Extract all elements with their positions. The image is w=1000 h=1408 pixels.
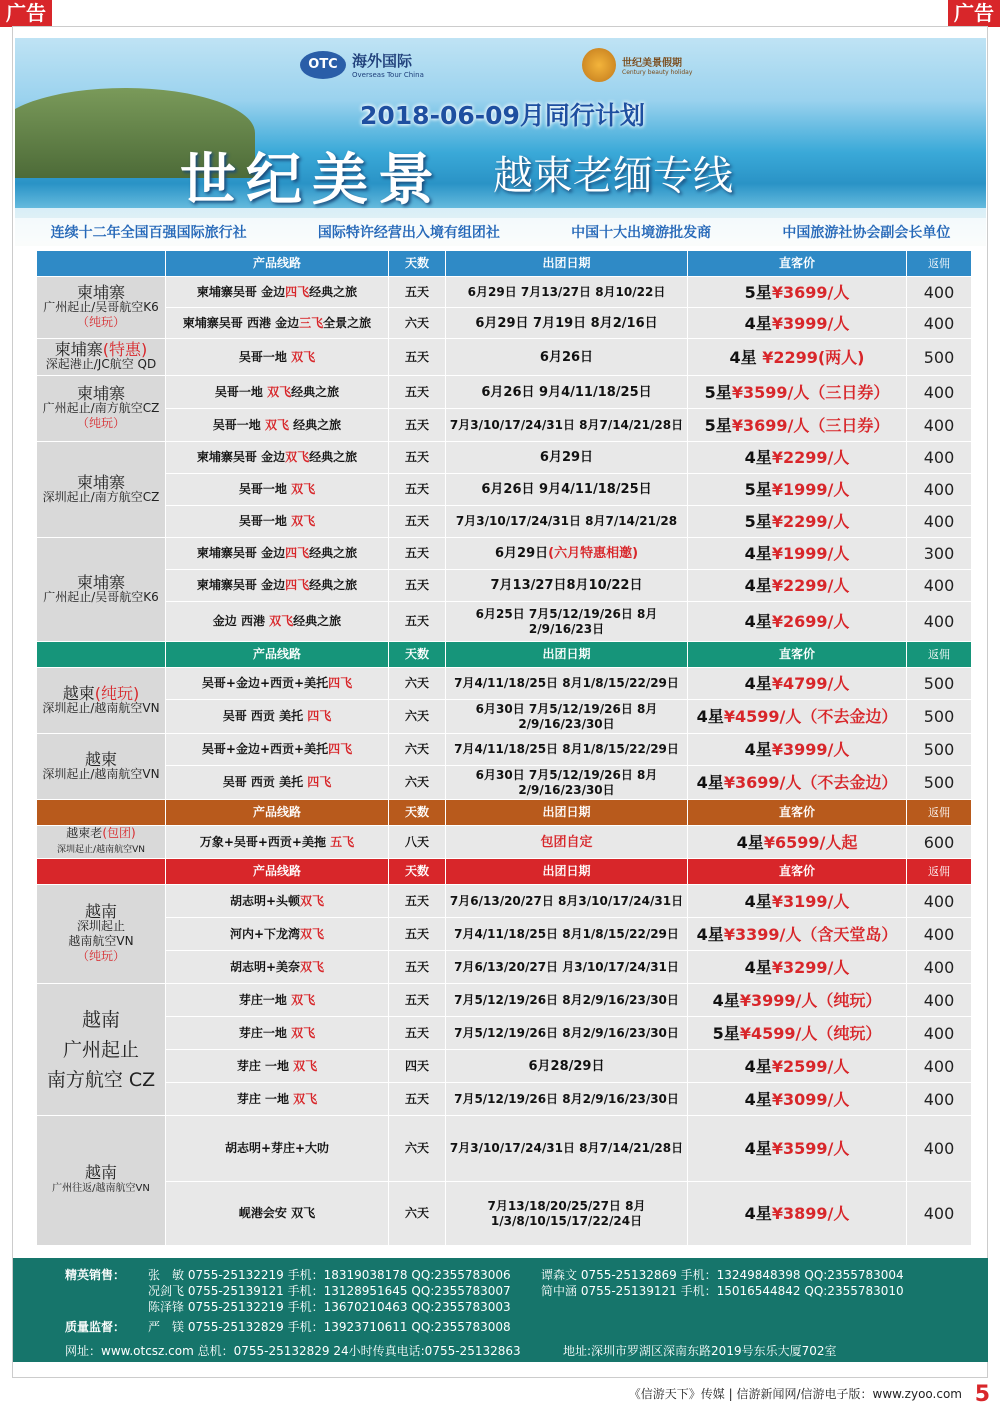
days-cell: 五天 [389, 474, 446, 506]
route-cell: 芽庄 一地 双飞 [166, 1083, 389, 1116]
header-days: 天数 [389, 800, 446, 826]
price-cell: 4星¥3399/人（含天堂岛） [688, 918, 907, 951]
date-cell: 6月26日 [446, 339, 688, 376]
date-cell: 7月5/12/19/26日 8月2/9/16/23/30日 [446, 984, 688, 1017]
days-cell: 六天 [389, 1116, 446, 1182]
route-cell: 万象+吴哥+西贡+美拖 五飞 [166, 826, 389, 859]
header-route: 产品线路 [166, 251, 389, 277]
route-cell: 吴哥 西贡 美托 四飞 [166, 700, 389, 734]
date-cell: 6月29日 [446, 442, 688, 474]
motto: 中国十大出境游批发商 [571, 225, 712, 241]
rebate-cell: 400 [907, 570, 972, 602]
date-cell: 6月25日 7月5/12/19/26日 8月2/9/16/23日 [446, 602, 688, 642]
price-cell: 5星¥3599/人（三日券） [688, 376, 907, 409]
date-cell: 7月13/27日8月10/22日 [446, 570, 688, 602]
page-number: 5 [974, 1382, 990, 1407]
brand-title: 世纪美景 [180, 147, 444, 213]
table-row [37, 339, 972, 376]
days-cell: 五天 [389, 442, 446, 474]
table-row [37, 1050, 972, 1083]
otc-en: Overseas Tour China [352, 71, 424, 79]
credit-line: 《信游天下》传媒 | 信游新闻网/信游电子版：www.zyoo.com [628, 1387, 962, 1401]
ad-tag-left: 广告 [0, 0, 52, 27]
table-row [37, 474, 972, 506]
motto: 中国旅游社协会副会长单位 [782, 225, 951, 241]
table-row [37, 538, 972, 570]
route-cell: 柬埔寨吴哥 金边双飞经典之旅 [166, 442, 389, 474]
table-row [37, 826, 972, 859]
rebate-cell: 400 [907, 1050, 972, 1083]
table-row [37, 700, 972, 734]
region-cell: 越柬 深圳起止/越南航空VN [37, 734, 166, 800]
rebate-cell: 500 [907, 766, 972, 800]
rebate-cell: 500 [907, 700, 972, 734]
date-cell: 6月28/29日 [446, 1050, 688, 1083]
rebate-cell: 500 [907, 734, 972, 766]
region-cell: 柬埔寨(特惠) 深起港止/JC航空 QD [37, 339, 166, 376]
rebate-cell: 300 [907, 538, 972, 570]
days-cell: 五天 [389, 277, 446, 308]
route-cell: 吴哥+金边+西贡+美托四飞 [166, 734, 389, 766]
header-price: 直客价 [688, 859, 907, 885]
section-header [37, 251, 972, 277]
line-title: 越柬老缅专线 [493, 153, 733, 199]
date-cell: 7月4/11/18/25日 8月1/8/15/22/29日 [446, 918, 688, 951]
price-cell: 5星¥3699/人（三日券） [688, 409, 907, 442]
header-days: 天数 [389, 251, 446, 277]
price-cell: 4星¥3199/人 [688, 885, 907, 918]
header-route: 产品线路 [166, 642, 389, 668]
otc-logo [300, 50, 424, 79]
route-cell: 胡志明+头顿双飞 [166, 885, 389, 918]
rebate-cell: 400 [907, 376, 972, 409]
rebate-cell: 400 [907, 308, 972, 339]
price-cell: 4星¥3299/人 [688, 951, 907, 984]
days-cell: 六天 [389, 1182, 446, 1246]
qc-label: 质量监督： [65, 1320, 126, 1334]
table-row [37, 1116, 972, 1182]
days-cell: 五天 [389, 918, 446, 951]
route-cell: 吴哥一地 双飞 [166, 339, 389, 376]
header-route: 产品线路 [166, 859, 389, 885]
ad-tag-right: 广告 [948, 0, 1000, 27]
sales-contact: 谭森文 0755-25132869 手机：13249848398 QQ:2355783004 [541, 1268, 904, 1282]
days-cell: 六天 [389, 766, 446, 800]
section-header [37, 642, 972, 668]
days-cell: 五天 [389, 376, 446, 409]
price-cell: 5星¥2299/人 [688, 506, 907, 538]
header-price: 直客价 [688, 642, 907, 668]
days-cell: 五天 [389, 570, 446, 602]
route-cell: 柬埔寨吴哥 西港 金边三飞全景之旅 [166, 308, 389, 339]
route-cell: 芽庄一地 双飞 [166, 984, 389, 1017]
days-cell: 四天 [389, 1050, 446, 1083]
table-row [37, 668, 972, 700]
table-row [37, 951, 972, 984]
header-price: 直客价 [688, 800, 907, 826]
table-row [37, 734, 972, 766]
price-cell: 5星¥4599/人（纯玩） [688, 1017, 907, 1050]
date-cell: 7月13/18/20/25/27日 8月1/3/8/10/15/17/22/24日 [446, 1182, 688, 1246]
region-cell: 柬埔寨 广州起止/吴哥航空K6 （纯玩） [37, 277, 166, 339]
table-row [37, 1017, 972, 1050]
date-cell: 7月4/11/18/25日 8月1/8/15/22/29日 [446, 734, 688, 766]
region-cell: 柬埔寨 广州起止/吴哥航空K6 [37, 538, 166, 642]
price-cell: 4星¥3999/人（纯玩） [688, 984, 907, 1017]
price-cell: 4星 ¥2299(两人) [688, 339, 907, 376]
days-cell: 五天 [389, 602, 446, 642]
sales-contact: 陈泽锋 0755-25132219 手机：13670210463 QQ:2355783003 [148, 1300, 511, 1314]
rebate-cell: 400 [907, 1083, 972, 1116]
century-name: 世纪美景假期 [622, 58, 682, 69]
route-cell: 吴哥一地 双飞 [166, 474, 389, 506]
price-cell: 4星¥2699/人 [688, 602, 907, 642]
price-cell: 4星¥2299/人 [688, 570, 907, 602]
header-days: 天数 [389, 642, 446, 668]
days-cell: 五天 [389, 1083, 446, 1116]
header-price: 直客价 [688, 251, 907, 277]
price-cell: 4星¥3699/人（不去金边） [688, 766, 907, 800]
date-cell: 包团自定 [446, 826, 688, 859]
price-cell: 4星¥3899/人 [688, 1182, 907, 1246]
price-cell: 4星¥3599/人 [688, 1116, 907, 1182]
rebate-cell: 400 [907, 277, 972, 308]
date-cell: 7月5/12/19/26日 8月2/9/16/23/30日 [446, 1017, 688, 1050]
century-en: Century beauty holiday [622, 69, 693, 76]
date-cell: 6月29日 7月13/27日 8月10/22日 [446, 277, 688, 308]
route-cell: 柬埔寨吴哥 金边四飞经典之旅 [166, 570, 389, 602]
header-date: 出团日期 [446, 642, 688, 668]
rebate-cell: 500 [907, 668, 972, 700]
rebate-cell: 400 [907, 409, 972, 442]
rebate-cell: 400 [907, 951, 972, 984]
days-cell: 五天 [389, 339, 446, 376]
century-logo [582, 48, 692, 82]
date-cell: 6月26日 9月4/11/18/25日 [446, 474, 688, 506]
table-row [37, 885, 972, 918]
days-cell: 五天 [389, 538, 446, 570]
header-route: 产品线路 [166, 800, 389, 826]
rebate-cell: 400 [907, 1182, 972, 1246]
region-cell: 越柬(纯玩) 深圳起止/越南航空VN [37, 668, 166, 734]
price-cell: 4星¥3999/人 [688, 734, 907, 766]
rebate-cell: 400 [907, 885, 972, 918]
motto-bar [15, 218, 986, 246]
date-cell: 6月26日 9月4/11/18/25日 [446, 376, 688, 409]
route-cell: 岘港会安 双飞 [166, 1182, 389, 1246]
price-cell: 4星¥4799/人 [688, 668, 907, 700]
route-cell: 芽庄 一地 双飞 [166, 1050, 389, 1083]
date-cell: 6月30日 7月5/12/19/26日 8月2/9/16/23/30日 [446, 700, 688, 734]
table-row [37, 442, 972, 474]
table-row [37, 1083, 972, 1116]
rebate-cell: 400 [907, 506, 972, 538]
price-cell: 4星¥3999/人 [688, 308, 907, 339]
date-cell: 7月6/13/20/27日 8月3/10/17/24/31日 [446, 885, 688, 918]
table-row [37, 277, 972, 308]
table-row [37, 766, 972, 800]
date-cell: 7月3/10/17/24/31日 8月7/14/21/28 [446, 506, 688, 538]
motto: 连续十二年全国百强国际旅行社 [50, 225, 247, 241]
price-table [36, 250, 972, 1246]
rebate-cell: 400 [907, 918, 972, 951]
date-cell: 7月4/11/18/25日 8月1/8/15/22/29日 [446, 668, 688, 700]
route-cell: 金边 西港 双飞经典之旅 [166, 602, 389, 642]
price-cell: 4星¥3099/人 [688, 1083, 907, 1116]
route-cell: 柬埔寨吴哥 金边四飞经典之旅 [166, 538, 389, 570]
table-row [37, 409, 972, 442]
table-row [37, 918, 972, 951]
header-date: 出团日期 [446, 251, 688, 277]
section-header [37, 800, 972, 826]
route-cell: 吴哥 西贡 美托 四飞 [166, 766, 389, 800]
rebate-cell: 500 [907, 339, 972, 376]
date-cell: 7月3/10/17/24/31日 8月7/14/21/28日 [446, 409, 688, 442]
date-cell: 7月3/10/17/24/31日 8月7/14/21/28日 [446, 1116, 688, 1182]
price-cell: 4星¥2299/人 [688, 442, 907, 474]
date-cell: 6月29日(六月特惠相邀) [446, 538, 688, 570]
route-cell: 胡志明+芽庄+大叻 [166, 1116, 389, 1182]
date-cell: 7月5/12/19/26日 8月2/9/16/23/30日 [446, 1083, 688, 1116]
region-cell: 越南 深圳起止 越南航空VN （纯玩） [37, 885, 166, 984]
region-cell: 越柬老(包团) 深圳起止/越南航空VN [37, 826, 166, 859]
header-date: 出团日期 [446, 800, 688, 826]
days-cell: 六天 [389, 734, 446, 766]
rebate-cell: 400 [907, 1017, 972, 1050]
header-date: 出团日期 [446, 859, 688, 885]
days-cell: 五天 [389, 409, 446, 442]
days-cell: 八天 [389, 826, 446, 859]
days-cell: 五天 [389, 506, 446, 538]
route-cell: 河内+下龙湾双飞 [166, 918, 389, 951]
price-cell: 5星¥1999/人 [688, 474, 907, 506]
rebate-cell: 400 [907, 1116, 972, 1182]
route-cell: 吴哥一地 双飞经典之旅 [166, 376, 389, 409]
route-cell: 芽庄一地 双飞 [166, 1017, 389, 1050]
sales-label: 精英销售： [65, 1268, 126, 1282]
route-cell: 胡志明+美奈双飞 [166, 951, 389, 984]
days-cell: 五天 [389, 951, 446, 984]
days-cell: 六天 [389, 308, 446, 339]
table-row [37, 570, 972, 602]
region-cell: 柬埔寨 深圳起止/南方航空CZ [37, 442, 166, 538]
lotus-icon [582, 48, 616, 82]
route-cell: 柬埔寨吴哥 金边四飞经典之旅 [166, 277, 389, 308]
route-cell: 吴哥+金边+西贡+美托四飞 [166, 668, 389, 700]
days-cell: 五天 [389, 984, 446, 1017]
table-row [37, 376, 972, 409]
route-cell: 吴哥一地 双飞 [166, 506, 389, 538]
date-cell: 6月30日 7月5/12/19/26日 8月2/9/16/23/30日 [446, 766, 688, 800]
header-days: 天数 [389, 859, 446, 885]
qc-contact: 严 镁 0755-25132829 手机：13923710611 QQ:2355783008 [148, 1320, 511, 1334]
header-rebate: 返佣 [907, 251, 972, 277]
address: 地址:深圳市罗湖区深南东路2019号东乐大厦702室 [563, 1344, 837, 1358]
table-row [37, 506, 972, 538]
sales-contact: 张 敏 0755-25132219 手机：18319038178 QQ:2355783006 [148, 1268, 511, 1282]
website: 网址：www.otcsz.com 总机：0755-25132829 24小时传真电话:0755-25132863 [65, 1344, 521, 1358]
header-rebate: 返佣 [907, 800, 972, 826]
header-rebate: 返佣 [907, 859, 972, 885]
route-cell: 吴哥一地 双飞 经典之旅 [166, 409, 389, 442]
days-cell: 六天 [389, 668, 446, 700]
rebate-cell: 400 [907, 442, 972, 474]
date-cell: 6月29日 7月19日 8月2/16日 [446, 308, 688, 339]
date-cell: 7月6/13/20/27日 月3/10/17/24/31日 [446, 951, 688, 984]
price-cell: 5星¥3699/人 [688, 277, 907, 308]
region-cell: 越南 广州往返/越南航空VN [37, 1116, 166, 1246]
table-row [37, 1182, 972, 1246]
motto: 国际特许经营出入境有组团社 [317, 225, 500, 241]
otc-badge: OTC [300, 51, 346, 79]
sales-contact: 简中涵 0755-25139121 手机：15016544842 QQ:2355783010 [541, 1284, 904, 1298]
otc-name: 海外国际 [352, 52, 413, 70]
region-cell: 越南 广州起止 南方航空 CZ [37, 984, 166, 1116]
table-row [37, 984, 972, 1017]
price-cell: 4星¥1999/人 [688, 538, 907, 570]
price-cell: 4星¥6599/人起 [688, 826, 907, 859]
region-cell: 柬埔寨 广州起止/南方航空CZ （纯玩） [37, 376, 166, 442]
days-cell: 六天 [389, 700, 446, 734]
header-rebate: 返佣 [907, 642, 972, 668]
rebate-cell: 400 [907, 602, 972, 642]
contact-footer [13, 1258, 988, 1362]
days-cell: 五天 [389, 885, 446, 918]
rebate-cell: 400 [907, 984, 972, 1017]
section-header [37, 859, 972, 885]
rebate-cell: 600 [907, 826, 972, 859]
sales-contact: 况剑飞 0755-25139121 手机：13128951645 QQ:2355783007 [148, 1284, 511, 1298]
plan-title: 2018-06-09月同行计划 [360, 101, 645, 130]
banner [15, 38, 986, 246]
table-row [37, 602, 972, 642]
days-cell: 五天 [389, 1017, 446, 1050]
rebate-cell: 400 [907, 474, 972, 506]
table-row [37, 308, 972, 339]
price-cell: 4星¥4599/人（不去金边） [688, 700, 907, 734]
price-cell: 4星¥2599/人 [688, 1050, 907, 1083]
